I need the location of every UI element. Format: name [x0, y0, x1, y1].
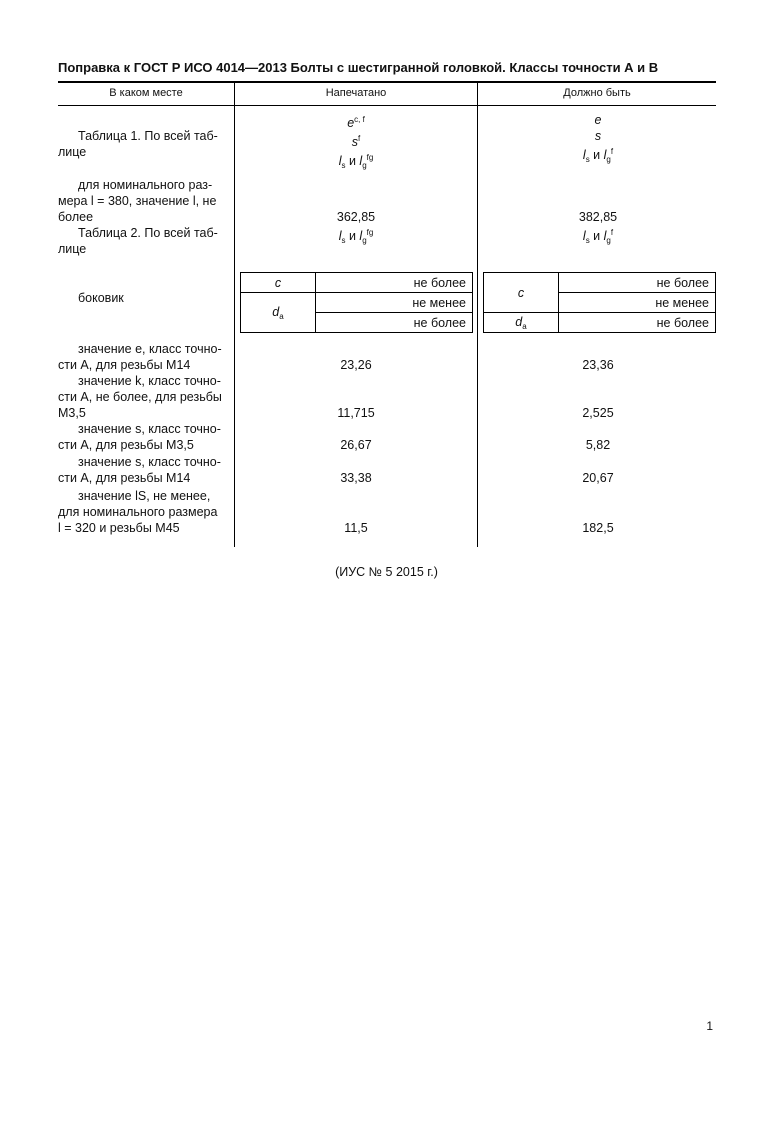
row-k-correct: 2,525	[582, 406, 614, 420]
row-e-printed: 23,26	[340, 358, 372, 372]
label-line: значение s, класс точно-	[78, 455, 221, 469]
label-line: для номинального размера	[58, 505, 218, 519]
row-s1-printed: 26,67	[340, 438, 372, 452]
bokovik-correct-table	[483, 272, 716, 333]
label-line: для номинального раз-	[78, 178, 213, 192]
row-e-correct: 23,36	[582, 358, 614, 372]
symbol-ls-lg: $l_s$ и $l_g^{fg}$	[338, 153, 374, 170]
label-line: лице	[58, 242, 87, 256]
label-line: сти А, не более, для резьбы	[58, 390, 222, 404]
row-nominal-correct: 382,85	[578, 210, 618, 224]
row-s1-correct: 5,82	[585, 438, 611, 452]
cell-c: c	[484, 273, 559, 313]
row-k-label	[58, 373, 230, 421]
cell-not-less: не менее	[559, 293, 716, 313]
footer-note: (ИУС № 5 2015 г.)	[335, 565, 438, 579]
bokovik-printed-table	[240, 272, 473, 333]
header-where: В каком месте	[109, 87, 183, 99]
row-ls-printed: 11,5	[344, 521, 368, 535]
symbol-e: e	[594, 113, 602, 127]
row-table2-correct: $l_s$ и $l_g^f$	[582, 228, 614, 245]
row-nominal-printed: 362,85	[336, 210, 376, 224]
row-table2-printed: $l_s$ и $l_g^{fg}$	[338, 228, 374, 245]
row-s1-label	[58, 421, 230, 453]
label-line: более	[58, 210, 94, 224]
header-printed: Напечатано	[325, 87, 387, 99]
header-bottom-rule	[58, 105, 716, 106]
label-line: М3,5	[58, 406, 86, 420]
cell-da: $d_a$	[484, 313, 559, 333]
label-line: сти А, для резьбы М14	[58, 471, 191, 485]
label-line: мера l = 380, значение l, не	[58, 194, 217, 208]
row-nominal-label	[58, 177, 230, 225]
cell-not-more: не более	[559, 313, 716, 333]
header-should-be: Должно быть	[563, 87, 631, 99]
cell-not-more: не более	[316, 313, 473, 333]
table-top-rule	[58, 81, 716, 83]
label-line: Таблица 2. По всей таб-	[78, 226, 218, 240]
row-bokovik-label: боковик	[78, 291, 124, 305]
label-line: лице	[58, 145, 87, 159]
page-title: Поправка к ГОСТ Р ИСО 4014—2013 Болты с шестигранной головкой. Классы точности А и В	[58, 60, 659, 75]
label-line: значение s, класс точно-	[78, 422, 221, 436]
row-ls-correct: 182,5	[582, 521, 614, 535]
column-divider-1	[234, 82, 235, 547]
label-line: сти А, для резьбы М3,5	[58, 438, 194, 452]
label-line: Таблица 1. По всей таб-	[78, 129, 218, 143]
row-s2-label	[58, 454, 230, 486]
cell-not-more: не более	[316, 273, 473, 293]
cell-not-more: не более	[559, 273, 716, 293]
cell-c: c	[241, 273, 316, 293]
label-line: l = 320 и резьбы M45	[58, 521, 180, 535]
cell-da: $d_a$	[241, 293, 316, 333]
row-s2-printed: 33,38	[340, 471, 372, 485]
cell-not-less: не менее	[316, 293, 473, 313]
row-k-printed: 11,715	[337, 406, 375, 420]
row-ls-label	[58, 488, 230, 536]
label-line: значение e, класс точно-	[78, 342, 222, 356]
row-e-label	[58, 341, 230, 373]
row-table1-label	[58, 128, 230, 160]
symbol-ls-lg: $l_s$ и $l_g^f$	[582, 147, 614, 164]
page-number: 1	[706, 1019, 713, 1033]
row-table2-label	[58, 225, 230, 257]
symbol-e: $e^{c, f}$	[347, 115, 365, 130]
label-line: значение lS, не менее,	[78, 489, 211, 503]
label-line: значение k, класс точно-	[78, 374, 221, 388]
symbol-s: $s^f$	[351, 134, 361, 149]
symbol-s: s	[594, 129, 602, 143]
row-table1-correct	[478, 112, 718, 168]
label-line: сти А, для резьбы M14	[58, 358, 191, 372]
row-table1-printed	[236, 112, 476, 174]
row-s2-correct: 20,67	[582, 471, 614, 485]
